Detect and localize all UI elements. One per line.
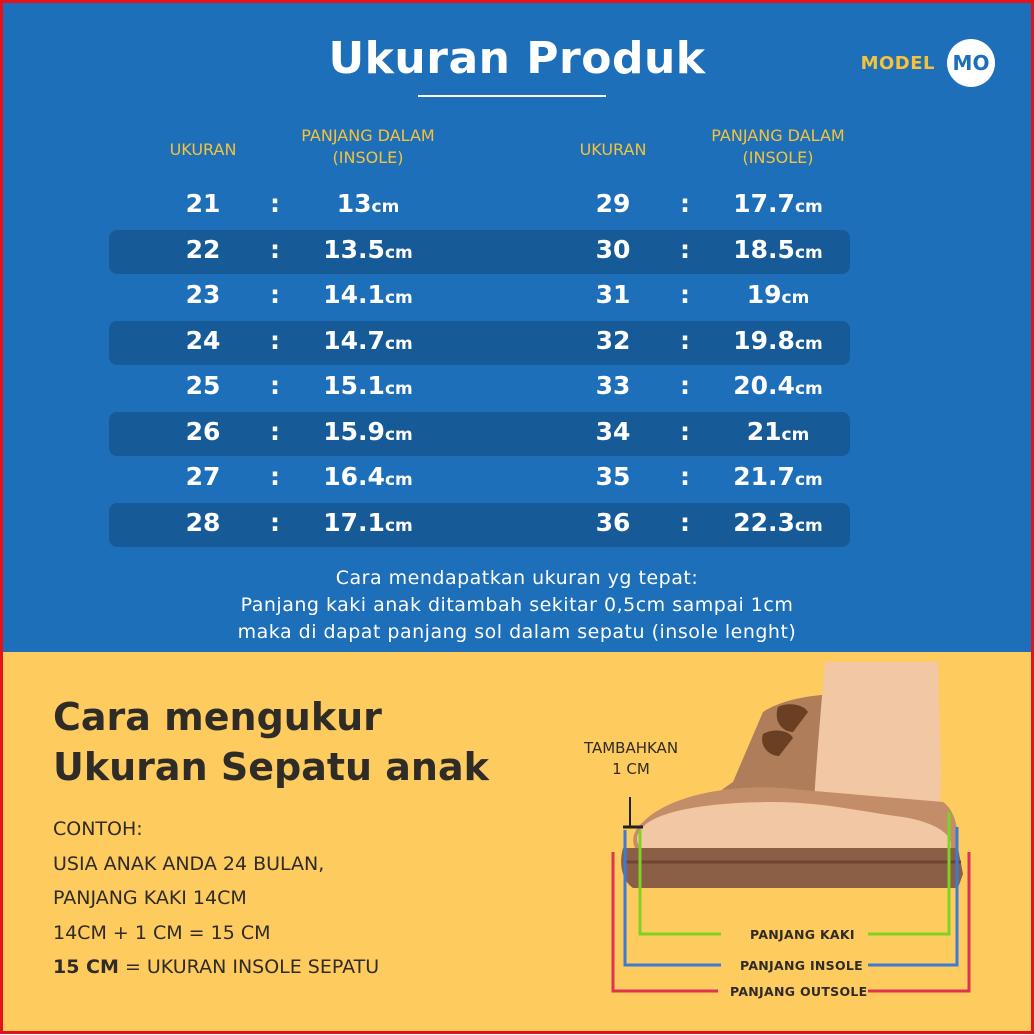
brand-text: MODEL — [860, 52, 935, 74]
right-size-header: UKURAN — [579, 140, 647, 159]
separator-cell — [670, 228, 700, 272]
size-cell — [573, 319, 653, 363]
size-cell — [573, 501, 653, 545]
size-cell — [573, 182, 653, 226]
size-cell — [163, 455, 243, 499]
size-cell-value: 27 — [185, 462, 221, 491]
length-cell — [703, 228, 853, 272]
separator-cell — [260, 364, 290, 408]
unit-label: cm — [384, 470, 413, 490]
separator-cell — [670, 273, 700, 317]
separator-cell-value: : — [270, 280, 280, 309]
title-underline — [418, 95, 606, 97]
unit-label: cm — [384, 242, 413, 263]
size-cell-value: 36 — [595, 507, 631, 537]
shoe-sole — [621, 848, 963, 888]
tambah-label-line1: TAMBAHKAN — [583, 739, 679, 757]
left-length-header — [273, 125, 463, 169]
right-length-header-line2: (INSOLE) — [742, 148, 814, 167]
label-panjang-kaki: PANJANG KAKI — [750, 927, 855, 942]
right-length-header-line1: PANJANG DALAM — [711, 126, 845, 145]
size-cell-value: 32 — [595, 325, 631, 355]
guide-title — [53, 692, 489, 792]
size-cell — [573, 410, 653, 454]
length-cell-value: 19 — [746, 280, 782, 309]
size-cell — [163, 501, 243, 545]
size-cell — [163, 228, 243, 272]
brand-logo — [861, 39, 995, 87]
separator-cell-value: : — [270, 416, 280, 446]
separator-cell-value: : — [680, 416, 690, 446]
size-cell-value: 30 — [595, 234, 631, 264]
size-cell-value: 24 — [185, 325, 221, 355]
unit-label: cm — [794, 197, 823, 217]
separator-cell-value: : — [270, 325, 280, 355]
separator-cell — [670, 410, 700, 454]
separator-cell-value: : — [680, 371, 690, 400]
size-cell — [163, 182, 243, 226]
tambah-label-line2: 1 CM — [612, 760, 650, 778]
separator-cell — [670, 501, 700, 545]
separator-cell-value: : — [680, 234, 690, 264]
size-cell-value: 23 — [185, 280, 221, 309]
separator-cell — [260, 455, 290, 499]
separator-cell — [670, 455, 700, 499]
separator-cell — [260, 273, 290, 317]
size-cell — [163, 364, 243, 408]
length-cell — [293, 228, 443, 272]
measuring-guide-panel — [3, 652, 1031, 1031]
length-cell — [703, 182, 853, 226]
length-cell-value: 16.4 — [323, 462, 385, 491]
example-line-4-bold: 15 CM — [53, 956, 119, 978]
example-label: CONTOH: — [53, 818, 143, 840]
unit-label: cm — [794, 333, 823, 354]
separator-cell — [260, 501, 290, 545]
length-cell-value: 21.7 — [733, 462, 795, 491]
separator-cell-value: : — [270, 462, 280, 491]
separator-cell — [670, 182, 700, 226]
length-cell — [703, 319, 853, 363]
size-cell — [573, 455, 653, 499]
size-cell-value: 21 — [185, 189, 221, 218]
unit-label: cm — [384, 288, 413, 308]
unit-label: cm — [371, 197, 400, 217]
left-length-header-line2: (INSOLE) — [332, 148, 404, 167]
separator-cell-value: : — [680, 507, 690, 537]
note-line-2: Panjang kaki anak ditambah sekitar 0,5cm sampai 1cm — [240, 594, 794, 616]
guide-title-line1: Cara mengukur — [53, 695, 382, 739]
length-cell — [703, 273, 853, 317]
shoe-measure-diagram — [563, 652, 1031, 1031]
size-cell — [163, 273, 243, 317]
length-cell-value: 13.5 — [323, 234, 385, 264]
size-cell-value: 34 — [595, 416, 631, 446]
separator-cell-value: : — [680, 280, 690, 309]
size-cell — [573, 273, 653, 317]
unit-label: cm — [384, 424, 413, 445]
separator-cell-value: : — [680, 325, 690, 355]
size-cell-value: 22 — [185, 234, 221, 264]
length-cell — [703, 501, 853, 545]
size-cell-value: 33 — [595, 371, 631, 400]
unit-label: cm — [794, 379, 823, 399]
length-cell-value: 18.5 — [733, 234, 795, 264]
size-cell-value: 31 — [595, 280, 631, 309]
separator-cell — [260, 410, 290, 454]
length-cell-value: 17.7 — [733, 189, 795, 218]
example-line-4 — [53, 950, 379, 985]
length-cell — [293, 273, 443, 317]
length-cell — [293, 319, 443, 363]
separator-cell-value: : — [680, 462, 690, 491]
separator-cell — [670, 364, 700, 408]
separator-cell-value: : — [270, 189, 280, 218]
size-cell — [163, 410, 243, 454]
length-cell-value: 15.9 — [323, 416, 385, 446]
length-cell-value: 14.7 — [323, 325, 385, 355]
unit-label: cm — [384, 379, 413, 399]
guide-title-line2: Ukuran Sepatu anak — [53, 745, 489, 789]
unit-label: cm — [781, 288, 810, 308]
length-cell-value: 13 — [336, 189, 372, 218]
unit-label: cm — [794, 470, 823, 490]
separator-cell-value: : — [270, 507, 280, 537]
length-cell-value: 22.3 — [733, 507, 795, 537]
example-line-2: PANJANG KAKI 14CM — [53, 887, 247, 909]
length-cell-value: 20.4 — [733, 371, 795, 400]
label-panjang-outsole: PANJANG OUTSOLE — [730, 984, 868, 999]
size-cell-value: 29 — [595, 189, 631, 218]
example-line-1: USIA ANAK ANDA 24 BULAN, — [53, 852, 325, 875]
separator-cell-value: : — [680, 189, 690, 218]
unit-label: cm — [384, 333, 413, 354]
page-title: Ukuran Produk — [328, 33, 706, 84]
separator-cell — [260, 319, 290, 363]
guide-example — [53, 812, 379, 985]
separator-cell — [670, 319, 700, 363]
size-note — [3, 565, 1031, 646]
length-cell — [293, 364, 443, 408]
unit-label: cm — [384, 515, 413, 536]
length-cell-value: 19.8 — [733, 325, 795, 355]
left-size-header: UKURAN — [169, 140, 237, 159]
separator-cell — [260, 228, 290, 272]
left-length-header-line1: PANJANG DALAM — [301, 126, 435, 145]
unit-label: cm — [781, 424, 810, 445]
size-cell-value: 26 — [185, 416, 221, 446]
length-cell-value: 21 — [746, 416, 782, 446]
length-cell-value: 14.1 — [323, 280, 385, 309]
size-cell-value: 25 — [185, 371, 221, 400]
size-cell-value: 28 — [185, 507, 221, 537]
size-cell — [573, 364, 653, 408]
separator-cell-value: : — [270, 371, 280, 400]
note-line-1: Cara mendapatkan ukuran yg tepat: — [335, 567, 699, 589]
unit-label: cm — [794, 515, 823, 536]
note-line-3: maka di dapat panjang sol dalam sepatu (insole lenght) — [237, 621, 797, 643]
length-cell — [293, 182, 443, 226]
length-cell-value: 17.1 — [323, 507, 385, 537]
brand-badge: MO — [947, 39, 995, 87]
length-cell — [703, 410, 853, 454]
size-cell — [573, 228, 653, 272]
tambah-label — [566, 738, 696, 780]
shoe-illustration — [563, 652, 1031, 1031]
length-cell-value: 15.1 — [323, 371, 385, 400]
length-cell — [293, 410, 443, 454]
example-line-3: 14CM + 1 CM = 15 CM — [53, 921, 271, 944]
size-cell — [163, 319, 243, 363]
length-cell — [293, 501, 443, 545]
length-cell — [703, 455, 853, 499]
size-cell-value: 35 — [595, 462, 631, 491]
example-line-4-rest: = UKURAN INSOLE SEPATU — [118, 956, 380, 978]
separator-cell — [260, 182, 290, 226]
right-length-header — [683, 125, 873, 169]
label-panjang-insole: PANJANG INSOLE — [740, 958, 863, 973]
length-cell — [703, 364, 853, 408]
length-cell — [293, 455, 443, 499]
size-chart-panel — [3, 3, 1031, 652]
separator-cell-value: : — [270, 234, 280, 264]
unit-label: cm — [794, 242, 823, 263]
